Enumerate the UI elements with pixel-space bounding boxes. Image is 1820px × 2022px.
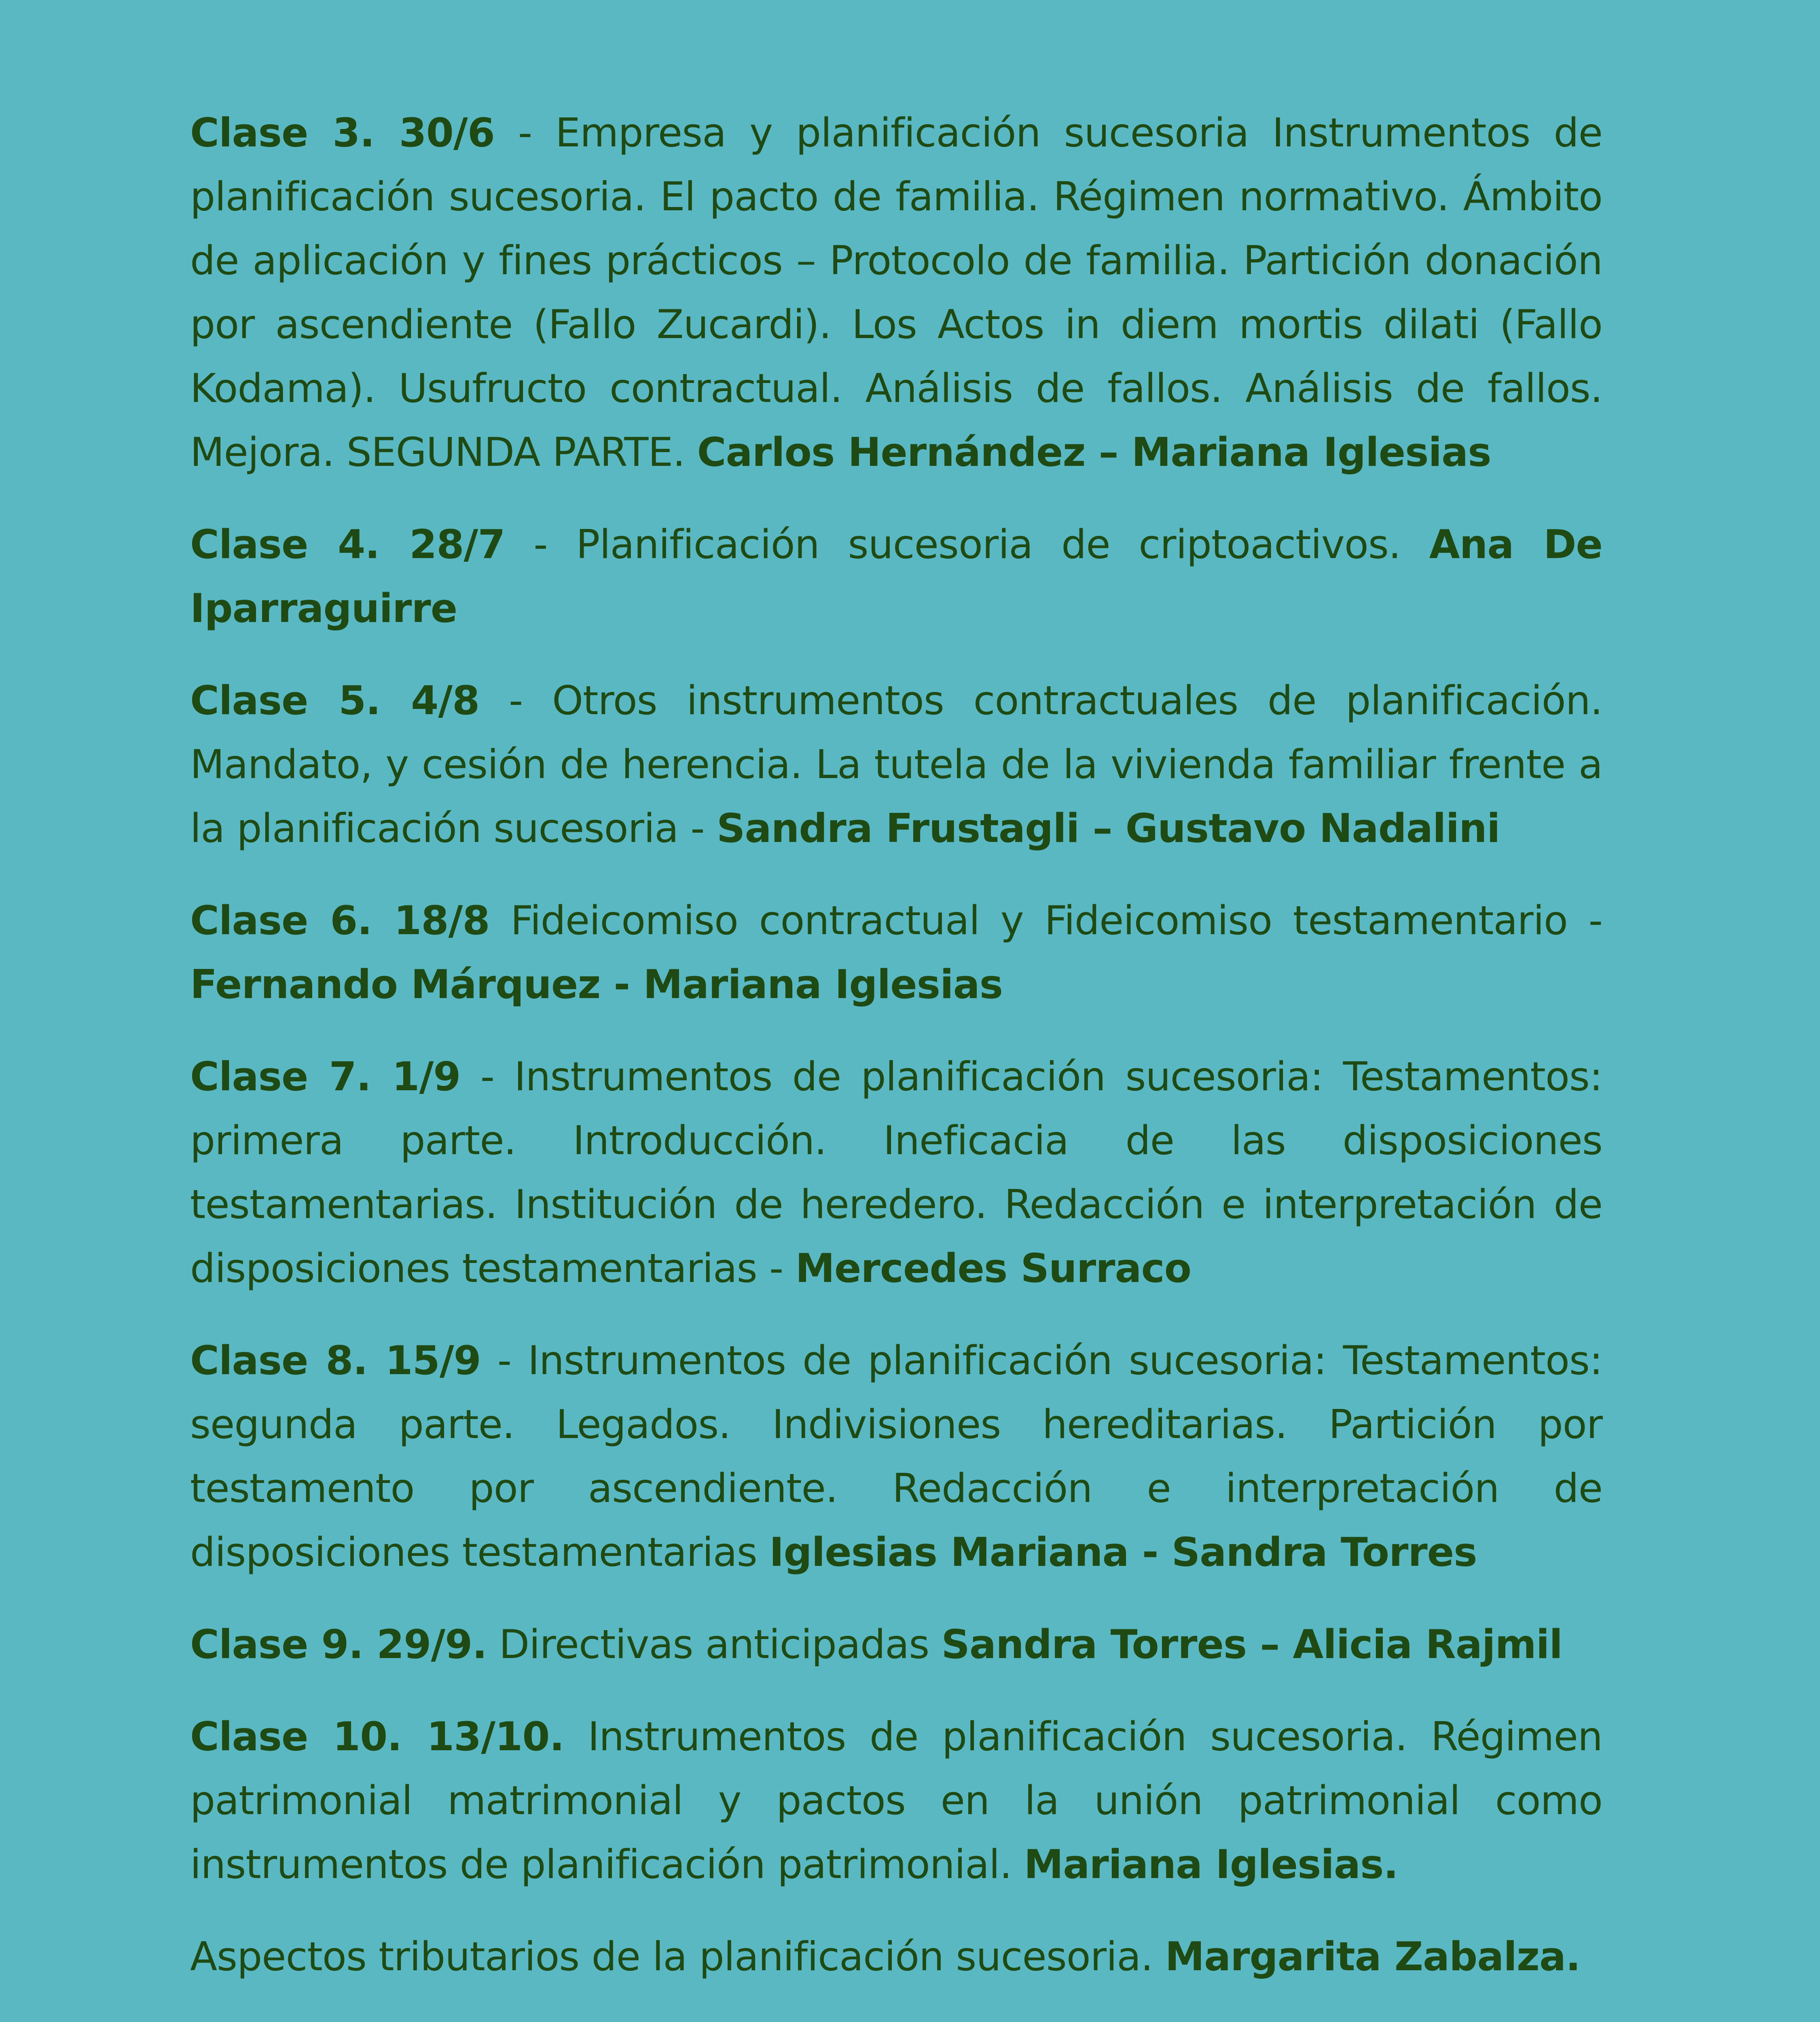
schedule-item-clase-7	[190, 1045, 1602, 1301]
class-label: Clase 7. 1/9	[190, 1054, 461, 1100]
schedule-item-clase-6	[190, 889, 1602, 1017]
class-instructors: Iglesias Mariana - Sandra Torres	[769, 1529, 1477, 1576]
schedule-item-clase-9	[190, 1613, 1602, 1677]
class-instructors: Ana De Iparraguirre	[190, 522, 1603, 632]
schedule-item-clase-4	[190, 513, 1602, 641]
class-label: Clase 3. 30/6	[190, 110, 495, 156]
schedule-item-clase-10	[190, 1705, 1602, 1897]
class-description: - Planificación sucesoria de criptoactivos.	[505, 522, 1429, 568]
class-instructors: Sandra Frustagli – Gustavo Nadalini	[716, 806, 1500, 852]
schedule-item-tributarios	[190, 1925, 1602, 1989]
class-instructors: Margarita Zabalza.	[1165, 1934, 1581, 1980]
class-description: - Otros instrumentos contractuales de planificación. Mandato, y cesión de herencia. La tutela de la vivienda familiar frente a la planificación sucesoria -	[190, 678, 1602, 852]
schedule-item-mejora	[190, 2017, 1602, 2022]
class-description: Directivas anticipadas	[487, 1622, 942, 1668]
class-label: Clase 10. 13/10.	[190, 1714, 564, 1760]
schedule-item-clase-5	[190, 669, 1602, 861]
class-label: Clase 6. 18/8	[190, 898, 490, 944]
class-description: Fideicomiso contractual y Fideicomiso testamentario -	[489, 898, 1602, 944]
class-instructors: Sandra Torres – Alicia Rajmil	[941, 1622, 1562, 1668]
class-label: Clase 5. 4/8	[190, 678, 480, 724]
program-schedule	[190, 101, 1602, 2022]
class-instructors: Carlos Hernández – Mariana Iglesias	[697, 429, 1491, 476]
class-label: Clase 8. 15/9	[190, 1338, 481, 1384]
schedule-item-clase-3	[190, 101, 1602, 484]
class-label: Clase 9. 29/9.	[190, 1622, 487, 1668]
class-label: Clase 4. 28/7	[190, 522, 505, 568]
class-description: Aspectos tributarios de la planificación sucesoria.	[190, 1934, 1165, 1980]
class-instructors: Fernando Márquez - Mariana Iglesias	[190, 962, 1003, 1008]
class-description: - Empresa y planificación sucesoria Instrumentos de planificación sucesoria. El pacto de familia. Régimen normativo. Ámbito de aplicación y fines prácticos – Protocolo de familia. Partición donación por ascendiente (Fallo Zucardi). Los Actos in diem mortis dilati (Fallo Kodama). Usufructo contractual. Análisis de fallos. Análisis de fallos. Mejora. SEGUNDA PARTE.	[190, 110, 1603, 476]
class-instructors: Mariana Iglesias.	[1024, 1842, 1398, 1888]
class-description: - Instrumentos de planificación sucesoria: Testamentos: segunda parte. Legados. Indivisiones hereditarias. Partición por testamento por ascendiente. Redacción e interpretación de disposiciones testamentarias	[190, 1338, 1603, 1576]
class-description: Instrumentos de planificación sucesoria. Régimen patrimonial matrimonial y pactos en la unión patrimonial como instrumentos de planificación patrimonial.	[190, 1714, 1603, 1888]
class-description: - Instrumentos de planificación sucesoria: Testamentos: primera parte. Introducción. Ineficacia de las disposiciones testamentarias. Institución de heredero. Redacción e interpretación de disposiciones testamentarias -	[190, 1054, 1603, 1292]
class-instructors: Mercedes Surraco	[795, 1246, 1191, 1292]
schedule-item-clase-8	[190, 1329, 1602, 1584]
